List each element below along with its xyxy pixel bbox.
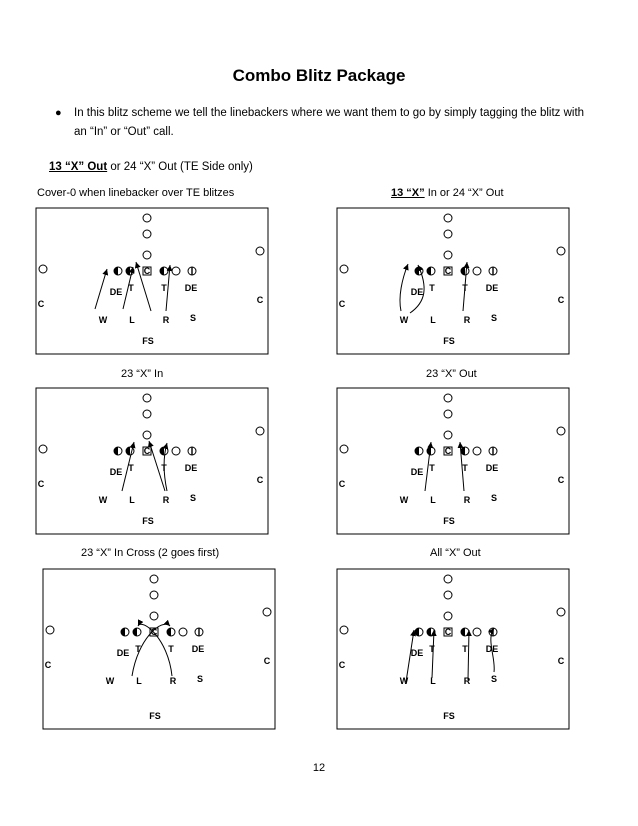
offense-player-1 [444, 394, 452, 402]
caption-d5: 23 “X” In Cross (2 goes first) [81, 547, 220, 559]
linebacker-s-label: S [189, 313, 197, 323]
linebacker-l-label: L [136, 676, 142, 686]
defensive-end-right-label: DE [485, 644, 499, 654]
defensive-end-right-label: DE [485, 283, 499, 293]
field-svg [42, 568, 294, 732]
defensive-end-right-label: DE [184, 463, 198, 473]
offense-player-1 [143, 214, 151, 222]
caption-d2-bold: 13 “X” [391, 187, 425, 199]
field-border [337, 388, 569, 534]
wide-receiver-left [39, 265, 47, 273]
defensive-end-left-label: DE [410, 467, 424, 477]
tackle-left-label: T [429, 283, 435, 293]
defensive-end-left-label: DE [410, 648, 424, 658]
offense-player-1 [150, 575, 158, 583]
caption-d4: 23 “X” Out [426, 368, 477, 380]
tackle-right-label: T [168, 644, 174, 654]
linebacker-r-label: R [463, 495, 471, 505]
wide-receiver-left [340, 445, 348, 453]
line-player-5 [179, 628, 187, 636]
field-svg [336, 207, 588, 357]
linebacker-w-label: W [399, 495, 409, 505]
linebacker-l-label: L [430, 495, 436, 505]
center-label: C [444, 627, 452, 637]
free-safety-label: FS [443, 711, 455, 721]
offense-player-2 [143, 410, 151, 418]
bullet-text: In this blitz scheme we tell the linebackers where we want them to go by simply tagging the blitz with an “In” or “Out” call. [74, 107, 585, 138]
tackle-left-label: T [128, 283, 134, 293]
wide-receiver-left [340, 265, 348, 273]
offense-player-1 [444, 214, 452, 222]
center-label: C [143, 266, 151, 276]
linebacker-r-label: R [162, 495, 170, 505]
corner-right-label: C [256, 475, 264, 485]
section-heading-rest: or 24 “X” Out (TE Side only) [107, 161, 253, 173]
field-border [43, 569, 275, 729]
wide-receiver-right [557, 608, 565, 616]
linebacker-l-label: L [129, 315, 135, 325]
play-diagram-5 [42, 568, 294, 732]
linebacker-l-label: L [430, 315, 436, 325]
play-diagram-4 [336, 387, 588, 537]
linebacker-w-label: W [399, 315, 409, 325]
offense-player-2 [444, 591, 452, 599]
caption-d3: 23 “X” In [121, 368, 164, 380]
center-label: C [444, 266, 452, 276]
center-label: C [143, 446, 151, 456]
linebacker-w-label: W [105, 676, 115, 686]
free-safety-label: FS [142, 336, 154, 346]
linebacker-s-label: S [189, 493, 197, 503]
offense-player-3 [444, 431, 452, 439]
linebacker-r-label: R [162, 315, 170, 325]
caption-d2 [391, 187, 504, 199]
wide-receiver-right [557, 247, 565, 255]
caption-d1: Cover-0 when linebacker over TE blitzes [37, 187, 235, 199]
center-label: C [150, 627, 158, 637]
offense-player-3 [444, 251, 452, 259]
play-diagram-1 [35, 207, 287, 357]
offense-player-3 [150, 612, 158, 620]
section-heading-bold: 13 “X” Out [49, 161, 108, 173]
wide-receiver-right [256, 427, 264, 435]
defensive-end-left-label: DE [410, 287, 424, 297]
line-player-5 [473, 267, 481, 275]
offense-player-3 [143, 251, 151, 259]
wide-receiver-right [256, 247, 264, 255]
linebacker-s-label: S [196, 674, 204, 684]
linebacker-r-label: R [463, 315, 471, 325]
caption-d2-rest: In or 24 “X” Out [424, 187, 504, 199]
corner-left-label: C [338, 299, 346, 309]
free-safety-label: FS [443, 516, 455, 526]
tackle-left-label: T [429, 644, 435, 654]
linebacker-s-label: S [490, 493, 498, 503]
field-border [36, 208, 268, 354]
bullet-icon: ● [55, 107, 62, 119]
tackle-left-label: T [128, 463, 134, 473]
line-player-5 [172, 267, 180, 275]
field-svg [336, 568, 588, 732]
field-border [337, 569, 569, 729]
field-border [36, 388, 268, 534]
play-diagram-3 [35, 387, 287, 537]
tackle-right-label: T [161, 463, 167, 473]
linebacker-l-label: L [430, 676, 436, 686]
offense-player-1 [444, 575, 452, 583]
linebacker-w-label: W [399, 676, 409, 686]
tackle-left-label: T [135, 644, 141, 654]
wide-receiver-left [340, 626, 348, 634]
corner-right-label: C [263, 656, 271, 666]
play-diagram-6 [336, 568, 588, 732]
tackle-right-label: T [462, 644, 468, 654]
tackle-right-label: T [462, 283, 468, 293]
corner-right-label: C [557, 475, 565, 485]
line-player-5 [473, 628, 481, 636]
defensive-end-right-label: DE [191, 644, 205, 654]
offense-player-1 [143, 394, 151, 402]
linebacker-l-label: L [129, 495, 135, 505]
linebacker-r-label: R [463, 676, 471, 686]
wide-receiver-left [39, 445, 47, 453]
free-safety-label: FS [149, 711, 161, 721]
linebacker-s-label: S [490, 674, 498, 684]
field-svg [336, 387, 588, 537]
section-heading [49, 161, 253, 173]
field-svg [35, 387, 287, 537]
corner-right-label: C [557, 295, 565, 305]
center-label: C [444, 446, 452, 456]
tackle-left-label: T [429, 463, 435, 473]
linebacker-s-label: S [490, 313, 498, 323]
corner-left-label: C [44, 660, 52, 670]
defensive-end-right-label: DE [485, 463, 499, 473]
wide-receiver-left [46, 626, 54, 634]
defensive-end-right-label: DE [184, 283, 198, 293]
free-safety-label: FS [142, 516, 154, 526]
offense-player-2 [444, 410, 452, 418]
corner-right-label: C [557, 656, 565, 666]
offense-player-3 [444, 612, 452, 620]
line-player-5 [172, 447, 180, 455]
corner-left-label: C [338, 660, 346, 670]
offense-player-2 [150, 591, 158, 599]
offense-player-3 [143, 431, 151, 439]
field-border [337, 208, 569, 354]
corner-right-label: C [256, 295, 264, 305]
field-svg [35, 207, 287, 357]
corner-left-label: C [338, 479, 346, 489]
page-number: 12 [312, 762, 326, 774]
line-player-5 [473, 447, 481, 455]
linebacker-w-label: W [98, 495, 108, 505]
wide-receiver-right [557, 427, 565, 435]
free-safety-label: FS [443, 336, 455, 346]
corner-left-label: C [37, 299, 45, 309]
offense-player-2 [444, 230, 452, 238]
defensive-end-left-label: DE [116, 648, 130, 658]
tackle-right-label: T [161, 283, 167, 293]
play-diagram-2 [336, 207, 588, 357]
offense-player-2 [143, 230, 151, 238]
linebacker-r-label: R [169, 676, 177, 686]
tackle-right-label: T [462, 463, 468, 473]
page-title: Combo Blitz Package [232, 66, 406, 85]
defensive-end-left-label: DE [109, 467, 123, 477]
wide-receiver-right [263, 608, 271, 616]
defensive-end-left-label: DE [109, 287, 123, 297]
corner-left-label: C [37, 479, 45, 489]
caption-d6: All “X” Out [430, 547, 481, 559]
linebacker-w-label: W [98, 315, 108, 325]
